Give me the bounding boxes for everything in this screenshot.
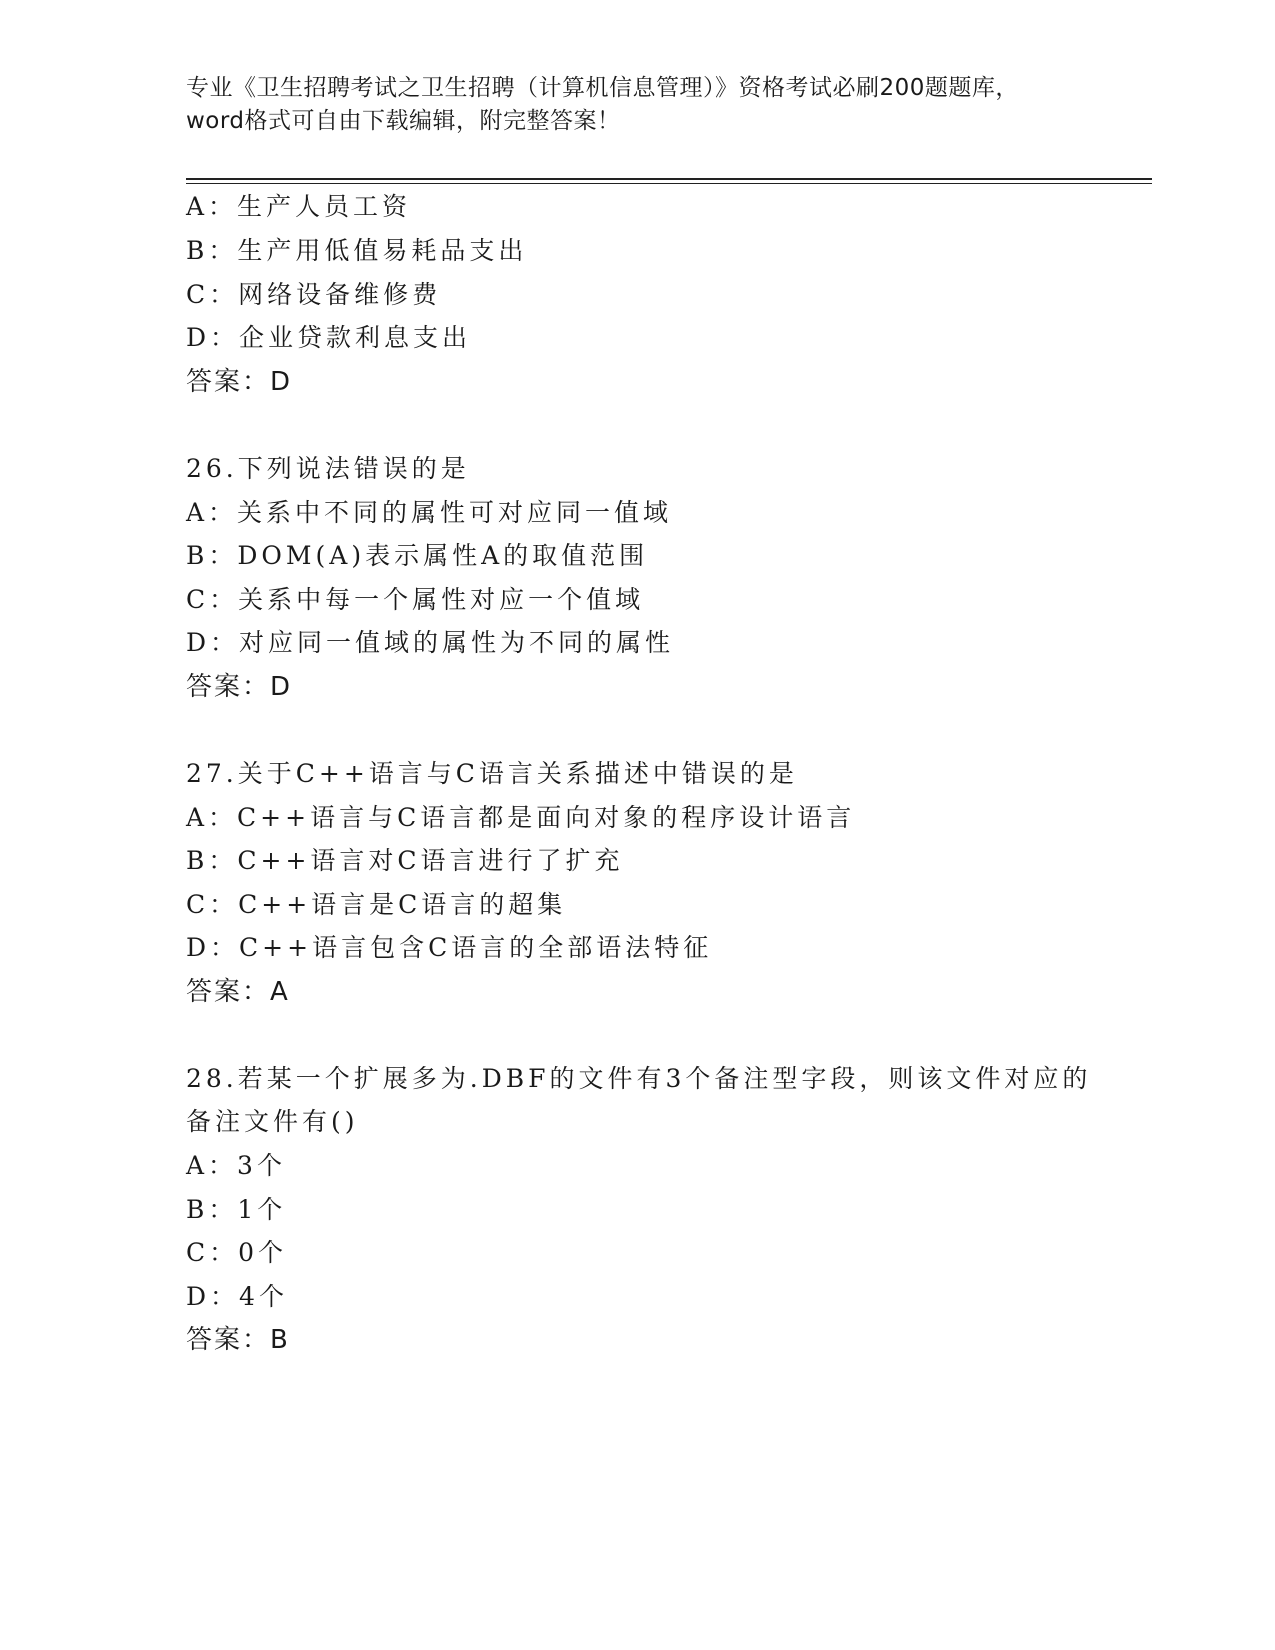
option-d: D：C++语言包含C语言的全部语法特征 xyxy=(186,933,713,962)
option-a: A：关系中不同的属性可对应同一值域 xyxy=(186,498,673,527)
header-divider xyxy=(186,178,1152,180)
question-stem: 27.关于C++语言与C语言关系描述中错误的是 xyxy=(186,759,798,788)
header-line-2: word格式可自由下载编辑，附完整答案！ xyxy=(186,108,621,134)
answer: 答案：A xyxy=(186,977,290,1007)
answer: 答案：D xyxy=(186,367,293,397)
option-b: B：C++语言对C语言进行了扩充 xyxy=(186,846,624,875)
option-b: B：生产用低值易耗品支出 xyxy=(186,236,528,265)
option-c: C：关系中每一个属性对应一个值域 xyxy=(186,585,645,614)
option-c: C：0个 xyxy=(186,1238,288,1267)
option-d: D：对应同一值域的属性为不同的属性 xyxy=(186,628,675,657)
option-d: D：4个 xyxy=(186,1282,288,1311)
question-stem: 28.若某一个扩展多为.DBF的文件有3个备注型字段，则该文件对应的 xyxy=(186,1064,1092,1093)
answer: 答案：B xyxy=(186,1325,290,1355)
header-divider-thin xyxy=(186,183,1152,184)
question-stem-continued: 备注文件有() xyxy=(186,1107,359,1136)
answer: 答案：D xyxy=(186,672,293,702)
option-d: D：企业贷款利息支出 xyxy=(186,323,472,352)
option-a: A：C++语言与C语言都是面向对象的程序设计语言 xyxy=(186,803,856,832)
option-c: C：网络设备维修费 xyxy=(186,280,442,309)
document-header xyxy=(186,72,1086,138)
option-b: B：1个 xyxy=(186,1195,287,1224)
header-line-1: 专业《卫生招聘考试之卫生招聘（计算机信息管理）》资格考试必刷200题题库， xyxy=(186,75,1019,101)
option-a: A：生产人员工资 xyxy=(186,192,412,221)
option-b: B：DOM(A)表示属性A的取值范围 xyxy=(186,541,649,570)
option-a: A：3个 xyxy=(186,1151,286,1180)
question-stem: 26.下列说法错误的是 xyxy=(186,454,470,483)
option-c: C：C++语言是C语言的超集 xyxy=(186,890,567,919)
